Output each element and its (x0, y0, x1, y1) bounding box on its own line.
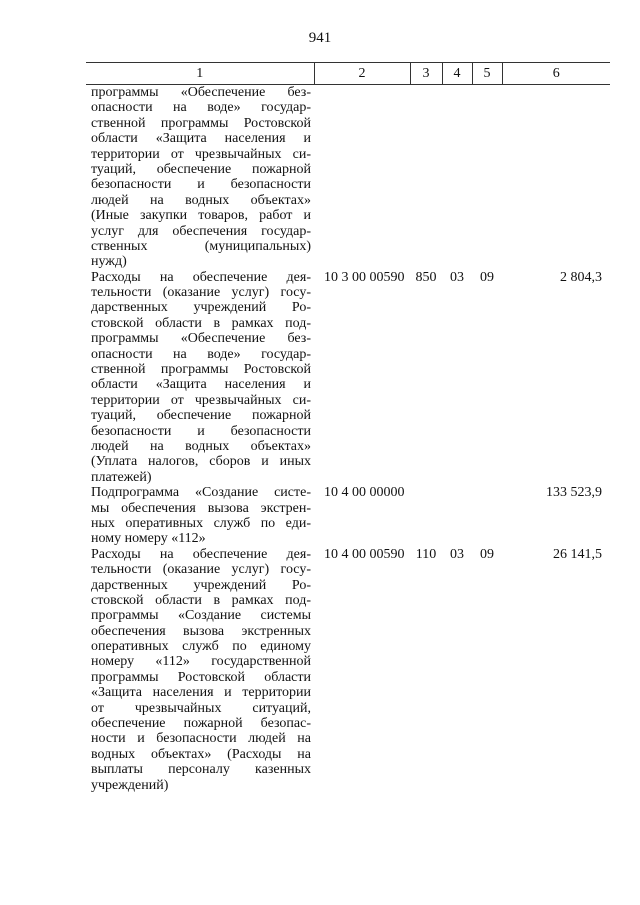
header-col-3: 3 (410, 63, 442, 85)
description-line: ности и безопасности людей на (91, 731, 311, 747)
description-line: дарственных учреждений Ро- (91, 577, 311, 593)
description-line: программы Ростовской области (91, 669, 311, 685)
description-line: Подпрограмма «Создание систе- (91, 485, 311, 501)
row-description (86, 547, 314, 793)
description-line: ному номеру «112» (91, 531, 206, 547)
row-description (86, 85, 314, 270)
header-col-4: 4 (442, 63, 472, 85)
description-line: территории от чрезвычайных си- (91, 392, 311, 408)
row-col-5: 09 (480, 546, 494, 562)
row-amount: 26 141,5 (553, 546, 602, 562)
description-line: туаций, обеспечение пожарной (91, 161, 311, 177)
table-row (86, 85, 610, 270)
row-col-5 (472, 485, 502, 547)
description-line: стовской области в рамках под- (91, 592, 311, 608)
description-line: тельности (оказание услуг) госу- (91, 285, 311, 301)
header-col-code: 2 (314, 63, 410, 85)
description-line: безопасности и безопасности (91, 423, 311, 439)
table-row (86, 547, 610, 793)
description-line: выплаты персоналу казенных (91, 762, 311, 778)
description-line: обеспечения вызова экстренных (91, 623, 311, 639)
description-line: учреждений) (91, 777, 169, 793)
table-header-row (86, 63, 610, 85)
table-row (86, 485, 610, 547)
description-line: ственных (муниципальных) (91, 238, 311, 254)
description-line: программы «Обеспечение без- (91, 85, 311, 100)
description-line: области «Защита населения и (91, 131, 311, 147)
row-col-4 (442, 85, 472, 270)
row-amount: 2 804,3 (560, 269, 602, 285)
description-line: тельности (оказание услуг) госу- (91, 562, 311, 578)
description-line: оперативных служб по единому (91, 639, 311, 655)
description-line: от чрезвычайных ситуаций, (91, 700, 311, 716)
header-col-amount: 6 (502, 63, 610, 85)
description-line: платежей) (91, 469, 152, 485)
row-col-3 (410, 85, 442, 270)
description-line: программы «Обеспечение без- (91, 331, 311, 347)
description-line: ных оперативных служб по еди- (91, 515, 311, 531)
description-line: области «Защита населения и (91, 377, 311, 393)
row-col-3 (410, 485, 442, 547)
description-line: безопасности и безопасности (91, 177, 311, 193)
description-line: «Защита населения и территории (91, 685, 311, 701)
description-line: людей на водных объектах» (91, 192, 311, 208)
row-col-4 (442, 485, 472, 547)
row-col-4: 03 (450, 546, 464, 562)
row-amount: 133 523,9 (546, 485, 602, 501)
row-col-4: 03 (450, 269, 464, 285)
row-code (314, 85, 410, 270)
row-col-5: 09 (480, 269, 494, 285)
description-line: Расходы на обеспечение дея- (91, 269, 311, 285)
description-line: туаций, обеспечение пожарной (91, 408, 311, 424)
description-line: (Иные закупки товаров, работ и (91, 208, 311, 224)
description-line: программы «Создание системы (91, 608, 311, 624)
row-col-5 (472, 85, 502, 270)
description-line: номеру «112» государственной (91, 654, 311, 670)
description-line: стовской области в рамках под- (91, 315, 311, 331)
row-col-3: 850 (415, 269, 437, 285)
description-line: людей на водных объектах» (91, 438, 311, 454)
description-line: (Уплата налогов, сборов и иных (91, 454, 311, 470)
row-description (86, 270, 314, 485)
description-line: водных объектах» (Расходы на (91, 746, 311, 762)
description-line: обеспечение пожарной безопас- (91, 716, 311, 732)
description-line: опасности на воде» государ- (91, 346, 311, 362)
row-code: 10 3 00 00590 (324, 269, 405, 285)
page-number: 941 (308, 30, 332, 46)
row-code: 10 4 00 00000 (324, 485, 405, 501)
row-description (86, 485, 314, 547)
description-line: Расходы на обеспечение дея- (91, 546, 311, 562)
budget-table (86, 62, 610, 793)
row-amount (502, 85, 610, 270)
description-line: территории от чрезвычайных си- (91, 146, 311, 162)
description-line: ственной программы Ростовской (91, 115, 311, 131)
row-col-3: 110 (415, 546, 437, 562)
description-line: дарственных учреждений Ро- (91, 300, 311, 316)
description-line: мы обеспечения вызова экстрен- (91, 500, 311, 516)
description-line: опасности на воде» государ- (91, 100, 311, 116)
table-row (86, 270, 610, 485)
description-line: услуг для обеспечения государ- (91, 223, 311, 239)
header-col-description: 1 (86, 63, 314, 85)
row-code: 10 4 00 00590 (324, 546, 405, 562)
description-line: ственной программы Ростовской (91, 362, 311, 378)
description-line: нужд) (91, 254, 127, 270)
header-col-5: 5 (472, 63, 502, 85)
